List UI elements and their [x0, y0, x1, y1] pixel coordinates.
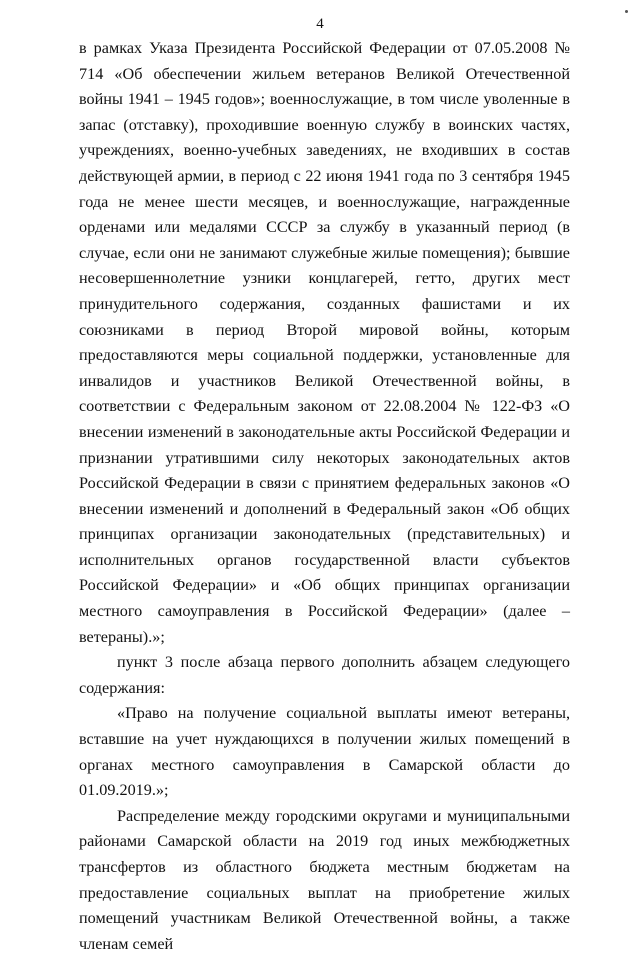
paragraph-distribution: Распределение между городскими округами и муниципальными районами Самарской области на 2019 год иных межбюджетных трансфертов из областного бюджета местным бюджетам на предоставление социальных выплат на приобретение жилых помещений участникам Великой Отечественной войны, а также членам семей	[79, 806, 570, 953]
paragraph-continuation: в рамках Указа Президента Российской Федерации от 07.05.2008 № 714 «Об обеспечении жильем ветеранов Великой Отечественной войны 1941 – 1945 годов»; военнослужащие, в том числе уволенные в запас (отставку), проходившие военную службу в воинских частях, учреждениях, военно-учебных заведениях, не входивших в состав действующей армии, в период с 22 июня 1941 года по 3 сентября 1945 года не менее шести месяцев, и военнослужащие, награжденные орденами или медалями СССР за службу в указанный период (в случае, если они не занимают служебные жилые помещения); бывшие несовершеннолетние узники концлагерей, гетто, других мест принудительного содержания, созданных фашистами и их союзниками в период Второй мировой войны, которым предоставляются меры социальной поддержки, установленные для инвалидов и участников Великой Отечественной войны, в соответствии с Федеральным законом от 22.08.2004 № 122-ФЗ «О внесении изменений в законодательные акты Российской Федерации и признании утратившими силу некоторых законодательных актов Российской Федерации в связи с принятием федеральных законов «О внесении изменений и дополнений в Федеральный закон «Об общих принципах организации законодательных (представительных) и исполнительных органов государственной власти субъектов Российской Федерации» и «Об общих принципах организации местного самоуправления в Российской Федерации» (далее – ветераны).»;	[79, 39, 570, 646]
scan-speck	[625, 10, 628, 13]
paragraph-point-3: пункт 3 после абзаца первого дополнить абзацем следующего содержания:	[79, 653, 570, 697]
document-body	[79, 36, 570, 957]
page-number: 4	[316, 16, 324, 32]
paragraph-quote: «Право на получение социальной выплаты имеют ветераны, вставшие на учет нуждающихся в получении жилых помещений в органах местного самоуправления в Самарской области до 01.09.2019.»;	[79, 704, 570, 800]
